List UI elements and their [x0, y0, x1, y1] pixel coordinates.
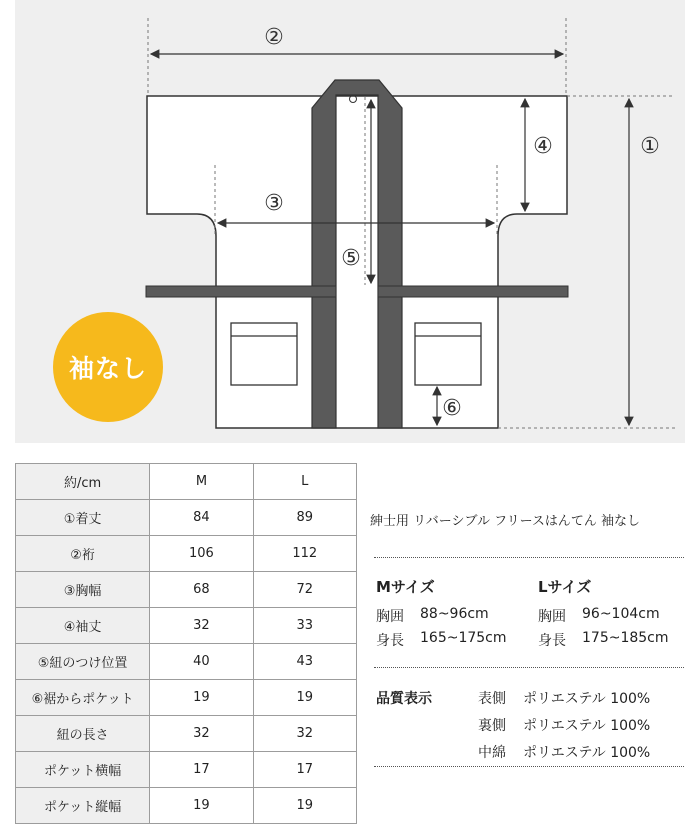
row-label: 紐の長さ — [16, 716, 150, 752]
table-row — [16, 536, 357, 572]
value-l: 19 — [253, 680, 356, 716]
size-l-chest: 96~104cm — [582, 606, 660, 622]
row-label: ②裄 — [16, 536, 150, 572]
size-m-heading: Mサイズ — [376, 578, 435, 596]
tie-right — [378, 286, 568, 297]
value-l: 33 — [253, 608, 356, 644]
size-l-height: 175~185cm — [582, 630, 669, 646]
quality-part: 裏側 — [478, 718, 506, 734]
value-l: 19 — [253, 788, 356, 824]
table-row — [16, 716, 357, 752]
quality-part: 中綿 — [478, 745, 506, 761]
value-m: 17 — [150, 752, 253, 788]
row-label: ④袖丈 — [16, 608, 150, 644]
table-row — [16, 608, 357, 644]
quality-heading: 品質表示 — [376, 691, 432, 707]
value-l: 17 — [253, 752, 356, 788]
row-label: ①着丈 — [16, 500, 150, 536]
product-title: 紳士用 リバーシブル フリースはんてん 袖なし — [370, 514, 641, 529]
value-m: 84 — [150, 500, 253, 536]
size-table — [15, 463, 357, 824]
value-l: 89 — [253, 500, 356, 536]
table-row — [16, 680, 357, 716]
value-m: 106 — [150, 536, 253, 572]
header-unit: 約/cm — [16, 464, 150, 500]
table-row — [16, 788, 357, 824]
value-m: 19 — [150, 788, 253, 824]
value-l: 32 — [253, 716, 356, 752]
header-l: L — [253, 464, 356, 500]
marker-5: ⑤ — [341, 246, 361, 271]
value-l: 72 — [253, 572, 356, 608]
marker-1: ① — [640, 134, 660, 159]
header-m: M — [150, 464, 253, 500]
row-label: ⑥裾からポケット — [16, 680, 150, 716]
quality-part: 表側 — [478, 691, 506, 707]
size-l-chest-label: 胸囲 — [538, 609, 566, 625]
marker-3: ③ — [264, 191, 284, 216]
table-row — [16, 572, 357, 608]
quality-material: ポリエステル 100% — [523, 691, 651, 707]
size-l-heading: Lサイズ — [538, 578, 592, 596]
row-label: ポケット横幅 — [16, 752, 150, 788]
table-row — [16, 644, 357, 680]
pocket-right — [415, 323, 481, 385]
value-m: 32 — [150, 716, 253, 752]
table-row — [16, 500, 357, 536]
divider — [374, 667, 684, 668]
value-m: 19 — [150, 680, 253, 716]
row-label: ⑤紐のつけ位置 — [16, 644, 150, 680]
pocket-left — [231, 323, 297, 385]
size-m-height: 165~175cm — [420, 630, 507, 646]
quality-material: ポリエステル 100% — [523, 718, 651, 734]
marker-4: ④ — [533, 134, 553, 159]
sleeveless-badge — [53, 312, 163, 422]
row-label: ポケット縦幅 — [16, 788, 150, 824]
quality-material: ポリエステル 100% — [523, 745, 651, 761]
value-m: 32 — [150, 608, 253, 644]
size-m-chest-label: 胸囲 — [376, 609, 404, 625]
table-header-row — [16, 464, 357, 500]
badge-label: 袖なし — [68, 354, 147, 383]
value-m: 40 — [150, 644, 253, 680]
row-label: ③胸幅 — [16, 572, 150, 608]
size-m-chest: 88~96cm — [420, 606, 489, 622]
value-l: 43 — [253, 644, 356, 680]
marker-6: ⑥ — [442, 396, 462, 421]
table-row — [16, 752, 357, 788]
size-l-height-label: 身長 — [538, 633, 566, 649]
value-l: 112 — [253, 536, 356, 572]
divider — [374, 766, 684, 767]
tie-left — [146, 286, 336, 297]
marker-2: ② — [264, 25, 284, 50]
divider — [374, 557, 684, 558]
value-m: 68 — [150, 572, 253, 608]
size-m-height-label: 身長 — [376, 633, 404, 649]
